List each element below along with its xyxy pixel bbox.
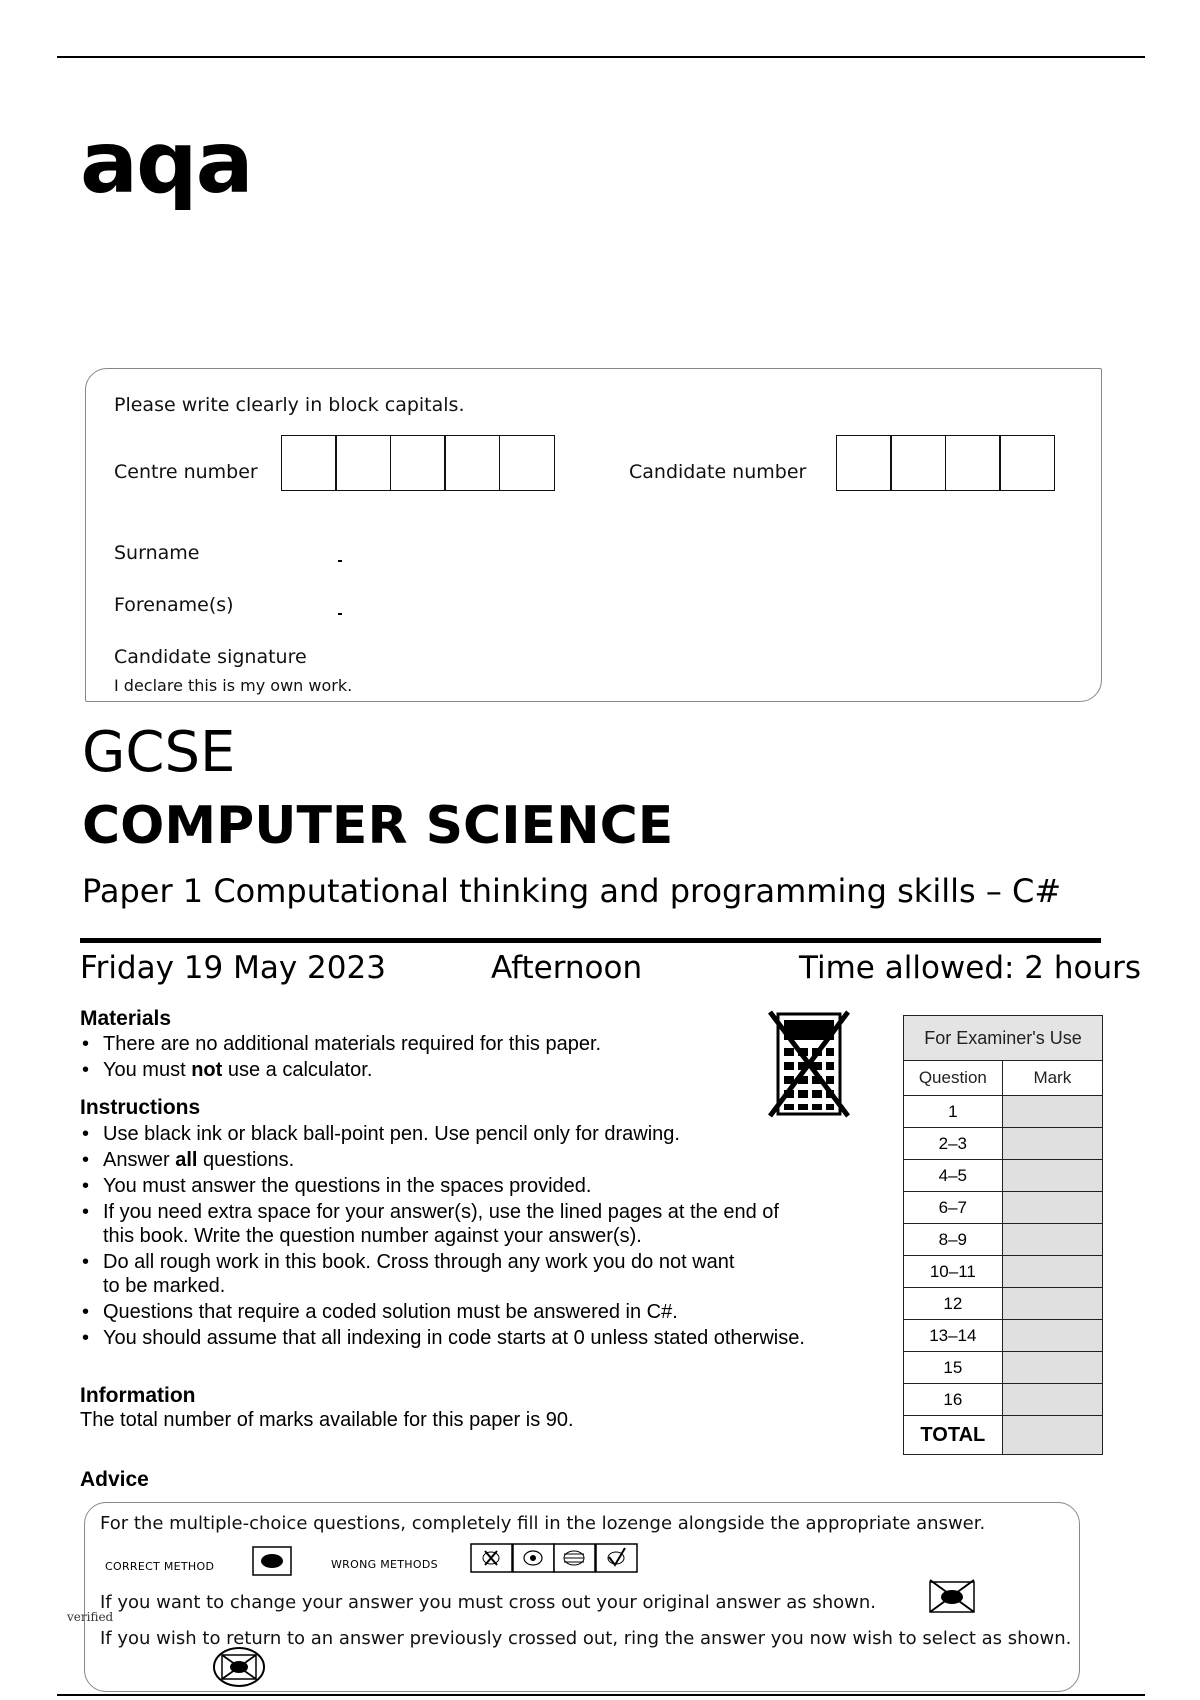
advice-line-3: If you wish to return to an answer previously crossed out, ring the answer you now wish to select as shown. <box>100 1628 1072 1649</box>
subject-title: COMPUTER SCIENCE <box>82 796 674 856</box>
forename-label: Forename(s) <box>114 594 234 616</box>
scribbled-lozenge-icon <box>553 1543 596 1573</box>
information-text: The total number of marks available for this paper is 90. <box>80 1409 574 1431</box>
question-number: 10–11 <box>904 1256 1003 1288</box>
centre-number-label: Centre number <box>114 461 258 483</box>
table-row <box>904 1160 1103 1192</box>
question-number: 8–9 <box>904 1224 1003 1256</box>
surname-label: Surname <box>114 542 200 564</box>
table-row <box>904 1256 1103 1288</box>
candidate-number-cell[interactable] <box>890 435 946 491</box>
materials-heading: Materials <box>80 1007 172 1030</box>
mark-cell <box>1002 1384 1102 1416</box>
header-rule <box>80 938 1101 943</box>
table-row <box>904 1384 1103 1416</box>
question-number: 4–5 <box>904 1160 1003 1192</box>
list-item: • If you need extra space for your answer(s), use the lined pages at the end of this book. Write the question number against your answer(s). <box>80 1200 900 1248</box>
mark-cell <box>1002 1192 1102 1224</box>
information-heading: Information <box>80 1384 196 1407</box>
ticked-cross-lozenge-icon <box>470 1543 513 1573</box>
centre-number-cell[interactable] <box>281 435 337 491</box>
total-label: TOTAL <box>904 1416 1003 1455</box>
question-number: 13–14 <box>904 1320 1003 1352</box>
advice-line-2: If you want to change your answer you must cross out your original answer as shown. <box>100 1592 876 1613</box>
question-column-header: Question <box>904 1061 1003 1096</box>
centre-number-cell[interactable] <box>390 435 446 491</box>
list-item: • There are no additional materials required for this paper. <box>80 1032 780 1056</box>
mark-cell <box>1002 1320 1102 1352</box>
question-number: 15 <box>904 1352 1003 1384</box>
mark-cell <box>1002 1160 1102 1192</box>
mark-cell <box>1002 1256 1102 1288</box>
mark-cell <box>1002 1224 1102 1256</box>
correct-method-label: CORRECT METHOD <box>105 1560 215 1573</box>
exam-session: Afternoon <box>491 950 643 986</box>
time-allowed: Time allowed: 2 hours <box>799 950 1142 986</box>
list-item: • Use black ink or black ball-point pen. Use pencil only for drawing. <box>80 1122 900 1146</box>
candidate-number-label: Candidate number <box>629 461 807 483</box>
bottom-rule <box>57 1694 1145 1696</box>
examiner-table-title: For Examiner's Use <box>904 1016 1103 1061</box>
mark-column-header: Mark <box>1002 1061 1102 1096</box>
ticked-lozenge-icon <box>595 1543 638 1573</box>
candidate-number-cell[interactable] <box>836 435 892 491</box>
crossed-lozenge-icon <box>928 1578 976 1614</box>
signature-label: Candidate signature <box>114 646 307 668</box>
block-capitals-prompt: Please write clearly in block capitals. <box>114 394 465 416</box>
list-item: • You must not use a calculator. <box>80 1058 780 1082</box>
table-row <box>904 1192 1103 1224</box>
mark-cell <box>1002 1288 1102 1320</box>
mark-cell <box>1002 1128 1102 1160</box>
top-rule <box>57 56 1145 58</box>
verified-stamp: verified <box>67 1610 114 1624</box>
question-number: 1 <box>904 1096 1003 1128</box>
table-row <box>904 1320 1103 1352</box>
centre-number-cell[interactable] <box>499 435 555 491</box>
aqa-logo: aqa <box>80 113 252 213</box>
list-item: • You should assume that all indexing in code starts at 0 unless stated otherwise. <box>80 1326 900 1350</box>
exam-date: Friday 19 May 2023 <box>80 950 386 986</box>
advice-heading: Advice <box>80 1468 149 1491</box>
mark-cell <box>1002 1352 1102 1384</box>
question-number: 16 <box>904 1384 1003 1416</box>
question-number: 2–3 <box>904 1128 1003 1160</box>
list-item: • You must answer the questions in the spaces provided. <box>80 1174 900 1198</box>
list-item: • Questions that require a coded solution must be answered in C#. <box>80 1300 900 1324</box>
paper-title: Paper 1 Computational thinking and programming skills – C# <box>82 872 1062 910</box>
qualification-level: GCSE <box>82 720 236 785</box>
ringed-lozenge-icon <box>212 1646 266 1688</box>
mark-cell <box>1002 1096 1102 1128</box>
declaration-text: I declare this is my own work. <box>114 676 353 695</box>
wrong-methods-examples <box>470 1543 638 1573</box>
list-item: • Do all rough work in this book. Cross through any work you do not want to be marked. <box>80 1250 900 1298</box>
candidate-number-field[interactable] <box>837 435 1055 491</box>
instructions-heading: Instructions <box>80 1096 201 1119</box>
no-calculator-icon <box>766 1008 852 1120</box>
advice-line-1: For the multiple-choice questions, completely fill in the lozenge alongside the appropriate answer. <box>100 1513 986 1534</box>
forename-field[interactable] <box>338 613 342 615</box>
table-row <box>904 1096 1103 1128</box>
table-row <box>904 1352 1103 1384</box>
table-row <box>904 1128 1103 1160</box>
table-row <box>904 1288 1103 1320</box>
centre-number-field[interactable] <box>282 435 555 491</box>
centre-number-cell[interactable] <box>444 435 500 491</box>
examiner-use-table <box>903 1015 1103 1455</box>
surname-field[interactable] <box>338 560 342 562</box>
question-number: 6–7 <box>904 1192 1003 1224</box>
candidate-number-cell[interactable] <box>999 435 1055 491</box>
filled-lozenge-icon <box>252 1546 292 1576</box>
candidate-number-cell[interactable] <box>945 435 1001 491</box>
list-item: • Answer all questions. <box>80 1148 900 1172</box>
question-number: 12 <box>904 1288 1003 1320</box>
table-row <box>904 1224 1103 1256</box>
dotted-lozenge-icon <box>512 1543 555 1573</box>
materials-list <box>80 1032 780 1084</box>
centre-number-cell[interactable] <box>335 435 391 491</box>
total-mark-cell <box>1002 1416 1102 1455</box>
instructions-list <box>80 1122 900 1352</box>
wrong-methods-label: WRONG METHODS <box>331 1558 438 1571</box>
